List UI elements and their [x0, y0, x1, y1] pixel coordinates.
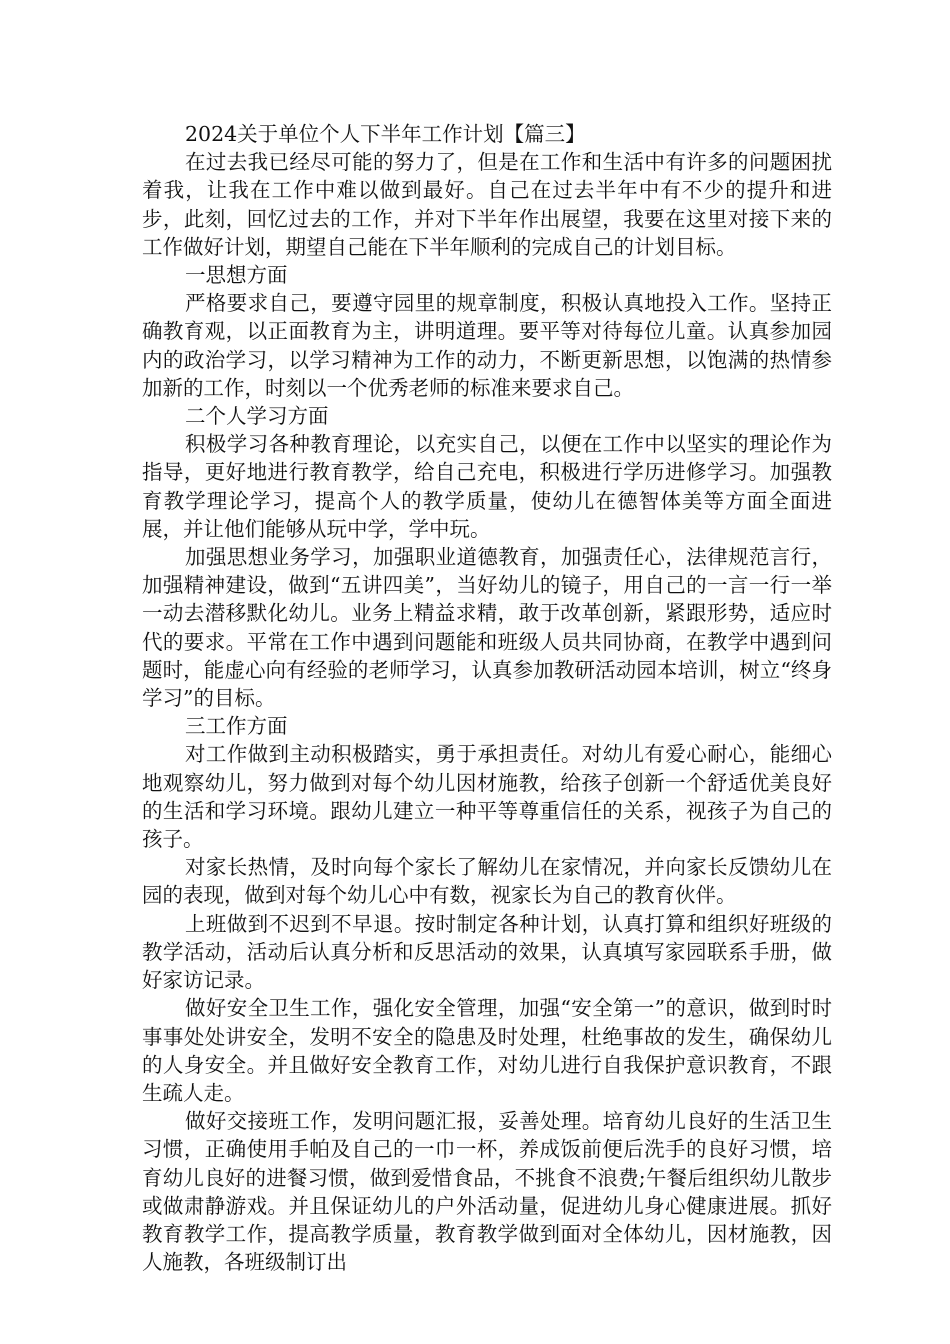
document-body: [142, 120, 832, 1276]
paragraph-intro: 在过去我已经尽可能的努力了，但是在工作和生活中有许多的问题困扰着我，让我在工作中难以做到最好。自己在过去半年中有不少的提升和进步，此刻，回忆过去的工作，并对下半年作出展望，我要在这里对接下来的工作做好计划，期望自己能在下半年顺利的完成自己的计划目标。: [142, 150, 832, 259]
paragraph-work-4: 做好安全卫生工作，强化安全管理，加强“安全第一”的意识，做到时时事事处处讲安全，发明不安全的隐患及时处理，杜绝事故的发生，确保幼儿的人身安全。并且做好安全教育工作，对幼儿进行自我保护意识教育，不跟生疏人走。: [142, 996, 832, 1105]
paragraph-work-3: 上班做到不迟到不早退。按时制定各种计划，认真打算和组织好班级的教学活动，活动后认真分析和反思活动的效果，认真填写家园联系手册，做好家访记录。: [142, 911, 832, 993]
document-title: 2024关于单位个人下半年工作计划【篇三】: [185, 122, 586, 146]
section-heading-thought: 一思想方面: [185, 263, 288, 288]
paragraph-study-1: 积极学习各种教育理论，以充实自己，以便在工作中以坚实的理论作为指导，更好地进行教育教学，给自己充电，积极进行学历进修学习。加强教育教学理论学习，提高个人的教学质量，使幼儿在德智体美等方面全面进展，并让他们能够从玩中学，学中玩。: [142, 432, 832, 541]
paragraph-thought: 严格要求自己，要遵守园里的规章制度，积极认真地投入工作。坚持正确教育观，以正面教育为主，讲明道理。要平等对待每位儿童。认真参加园内的政治学习，以学习精神为工作的动力，不断更新思想，以饱满的热情参加新的工作，时刻以一个优秀老师的标准来要求自己。: [142, 291, 832, 400]
paragraph-study-2: 加强思想业务学习，加强职业道德教育，加强责任心，法律规范言行，加强精神建设，做到“五讲四美”，当好幼儿的镜子，用自己的一言一行一举一动去潜移默化幼儿。业务上精益求精，敢于改革创新，紧跟形势，适应时代的要求。平常在工作中遇到问题能和班级人员共同协商，在教学中遇到问题时，能虚心向有经验的老师学习，认真参加教研活动园本培训，树立“终身学习”的目标。: [142, 545, 832, 711]
paragraph-work-1: 对工作做到主动积极踏实，勇于承担责任。对幼儿有爱心耐心，能细心地观察幼儿，努力做到对每个幼儿因材施教，给孩子创新一个舒适优美良好的生活和学习环境。跟幼儿建立一种平等尊重信任的关系，视孩子为自己的孩子。: [142, 742, 832, 852]
section-heading-work: 三工作方面: [185, 714, 288, 739]
section-heading-study: 二个人学习方面: [185, 404, 329, 429]
paragraph-work-2: 对家长热情，及时向每个家长了解幼儿在家情况，并向家长反馈幼儿在园的表现，做到对每个幼儿心中有数，视家长为自己的教育伙伴。: [142, 855, 832, 908]
paragraph-work-5: 做好交接班工作，发明问题汇报，妥善处理。培育幼儿良好的生活卫生习惯，正确使用手帕及自己的一巾一杯，养成饭前便后洗手的良好习惯，培育幼儿良好的进餐习惯，做到爱惜食品，不挑食不浪费;午餐后组织幼儿散步或做肃静游戏。并且保证幼儿的户外活动量，促进幼儿身心健康进展。抓好教育教学工作，提高教学质量，教育教学做到面对全体幼儿，因材施教，因人施教，各班级制订出: [142, 1109, 832, 1275]
